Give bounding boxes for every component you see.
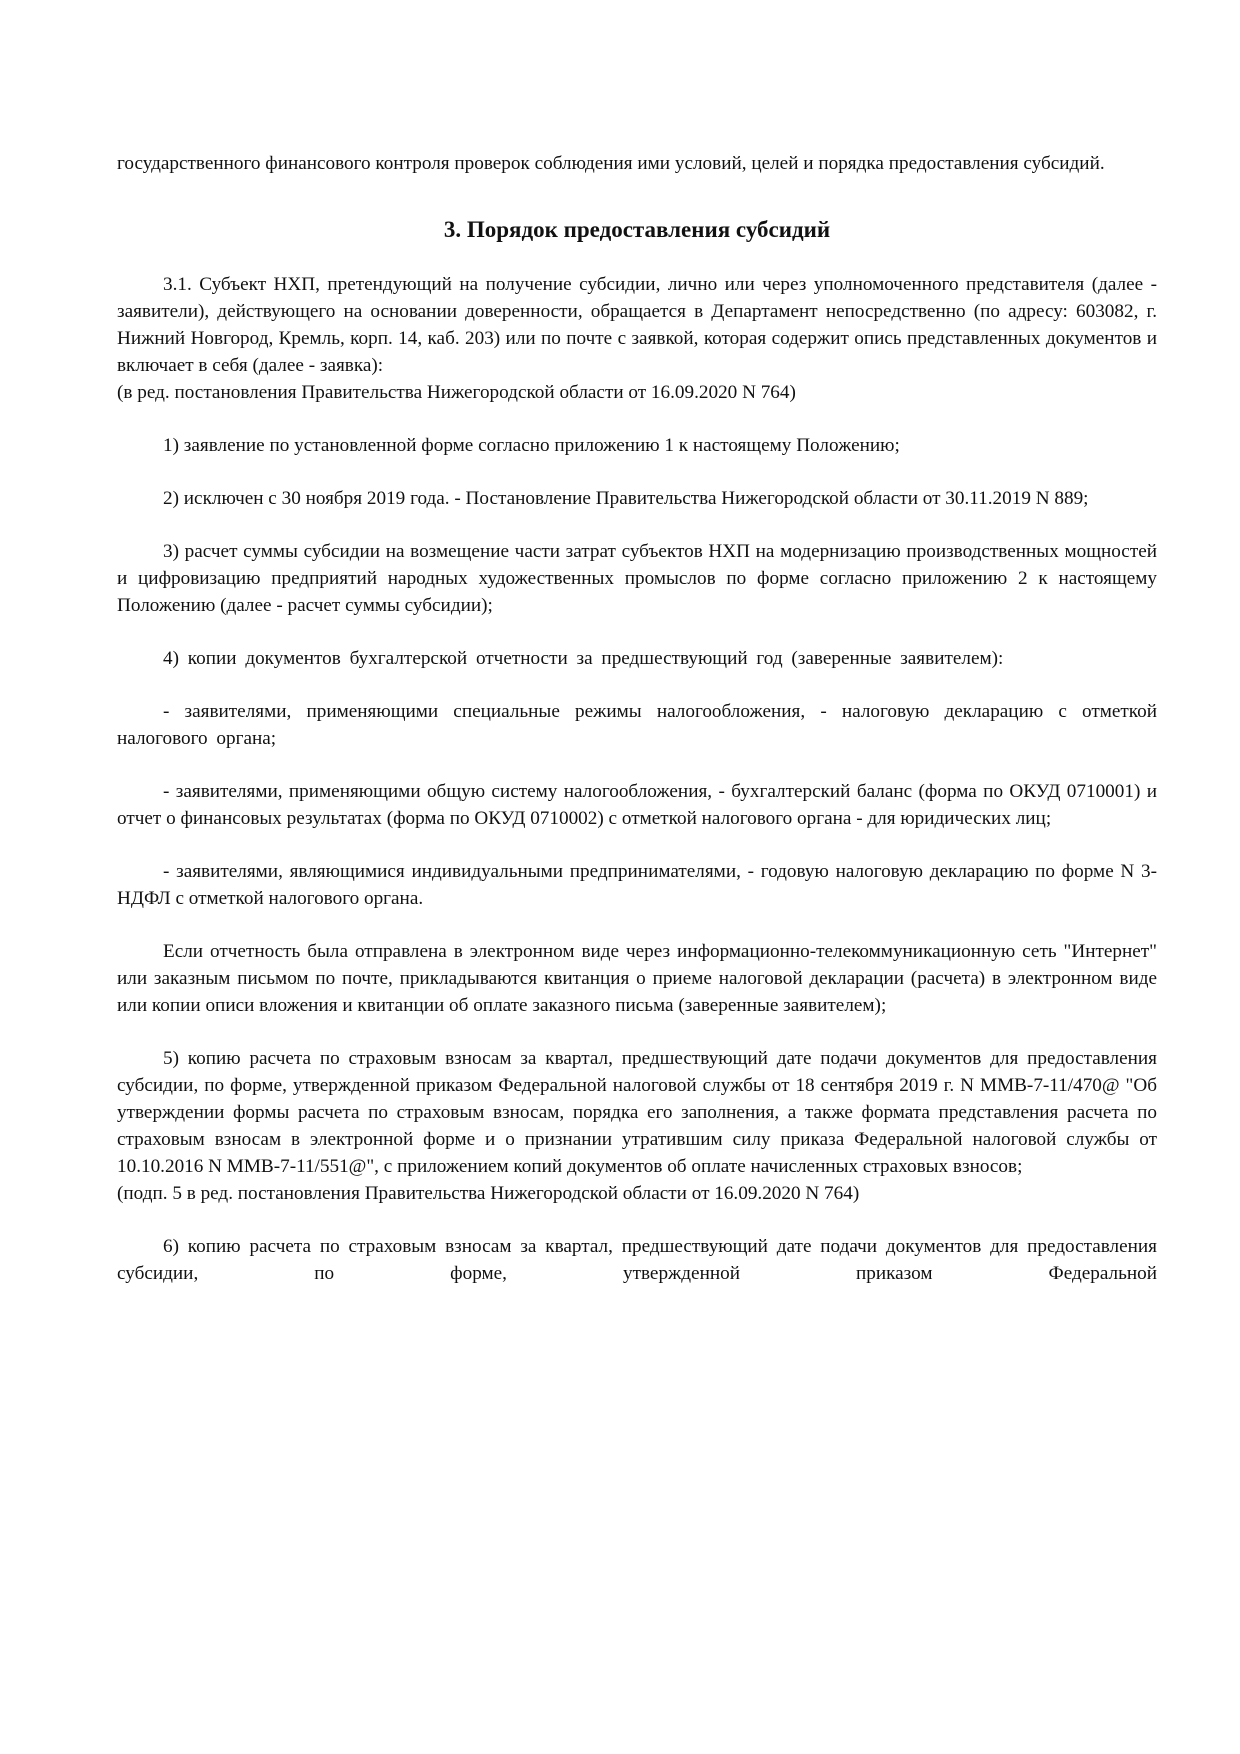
- edit-note-item-5: (подп. 5 в ред. постановления Правительства Нижегородской области от 16.09.2020 N 764): [117, 1183, 860, 1204]
- list-item-5: 5) копию расчета по страховым взносам за квартал, предшествующий дате подачи документов для предоставления субсидии, по форме, утвержденной приказом Федеральной налоговой службы от 18 сентября 2019 г. N ММВ-7-11/470@ "Об утверждении формы расчета по страховым взносам, порядка его заполнения, а также формата представления расчета по страховым взносам в электронной форме и о признании утратившим силу приказа Федеральной налоговой службы от 10.10.2016 N ММВ-7-11/551@", с приложением копий документов об оплате начисленных страховых взносов;: [117, 1048, 1157, 1177]
- paragraph-3-1: 3.1. Субъект НХП, претендующий на получение субсидии, лично или через уполномоченного представителя (далее - заявители), действующего на основании доверенности, обращается в Департамент непосредственно (по адресу: 603082, г. Нижний Новгород, Кремль, корп. 14, каб. 203) или по почте с заявкой, которая содержит опись представленных документов и включает в себя (далее - заявка):: [117, 274, 1157, 376]
- edit-note-3-1: (в ред. постановления Правительства Нижегородской области от 16.09.2020 N 764): [117, 382, 796, 403]
- subitem-special-regime: - заявителями, применяющими специальные режимы налогообложения, - налоговую декларацию с отметкой налогового органа;: [117, 701, 1157, 749]
- subitem-general-system: - заявителями, применяющими общую систему налогообложения, - бухгалтерский баланс (форма по ОКУД 0710001) и отчет о финансовых результатах (форма по ОКУД 0710002) с отметкой налогового органа - для юридических лиц;: [117, 781, 1157, 829]
- list-item-4: 4) копии документов бухгалтерской отчетности за предшествующий год (заверенные заявителем):: [163, 648, 1004, 669]
- list-item-2: 2) исключен с 30 ноября 2019 года. - Постановление Правительства Нижегородской области от 30.11.2019 N 889;: [163, 488, 1089, 509]
- list-item-6: 6) копию расчета по страховым взносам за квартал, предшествующий дате подачи документов для предоставления субсидии, по форме, утвержденной приказом Федеральной: [117, 1236, 1157, 1284]
- subitem-individual-entrepreneurs: - заявителями, являющимися индивидуальными предпринимателями, - годовую налоговую декларацию по форме N 3-НДФЛ с отметкой налогового органа.: [117, 861, 1157, 909]
- list-item-1: 1) заявление по установленной форме согласно приложению 1 к настоящему Положению;: [163, 435, 900, 456]
- list-item-3: 3) расчет суммы субсидии на возмещение части затрат субъектов НХП на модернизацию производственных мощностей и цифровизацию предприятий народных художественных промыслов по форме согласно приложению 2 к настоящему Положению (далее - расчет суммы субсидии);: [117, 541, 1157, 616]
- section-title: 3. Порядок предоставления субсидий: [443, 217, 831, 242]
- intro-paragraph: государственного финансового контроля проверок соблюдения ими условий, целей и порядка предоставления субсидий.: [117, 153, 1105, 174]
- document-page: [117, 150, 1157, 1287]
- electronic-submission-paragraph: Если отчетность была отправлена в электронном виде через информационно-телекоммуникационную сеть "Интернет" или заказным письмом по почте, прикладываются квитанция о приеме налоговой декларации (расчета) в электронном виде или копии описи вложения и квитанции об оплате заказного письма (заверенные заявителем);: [117, 941, 1157, 1016]
